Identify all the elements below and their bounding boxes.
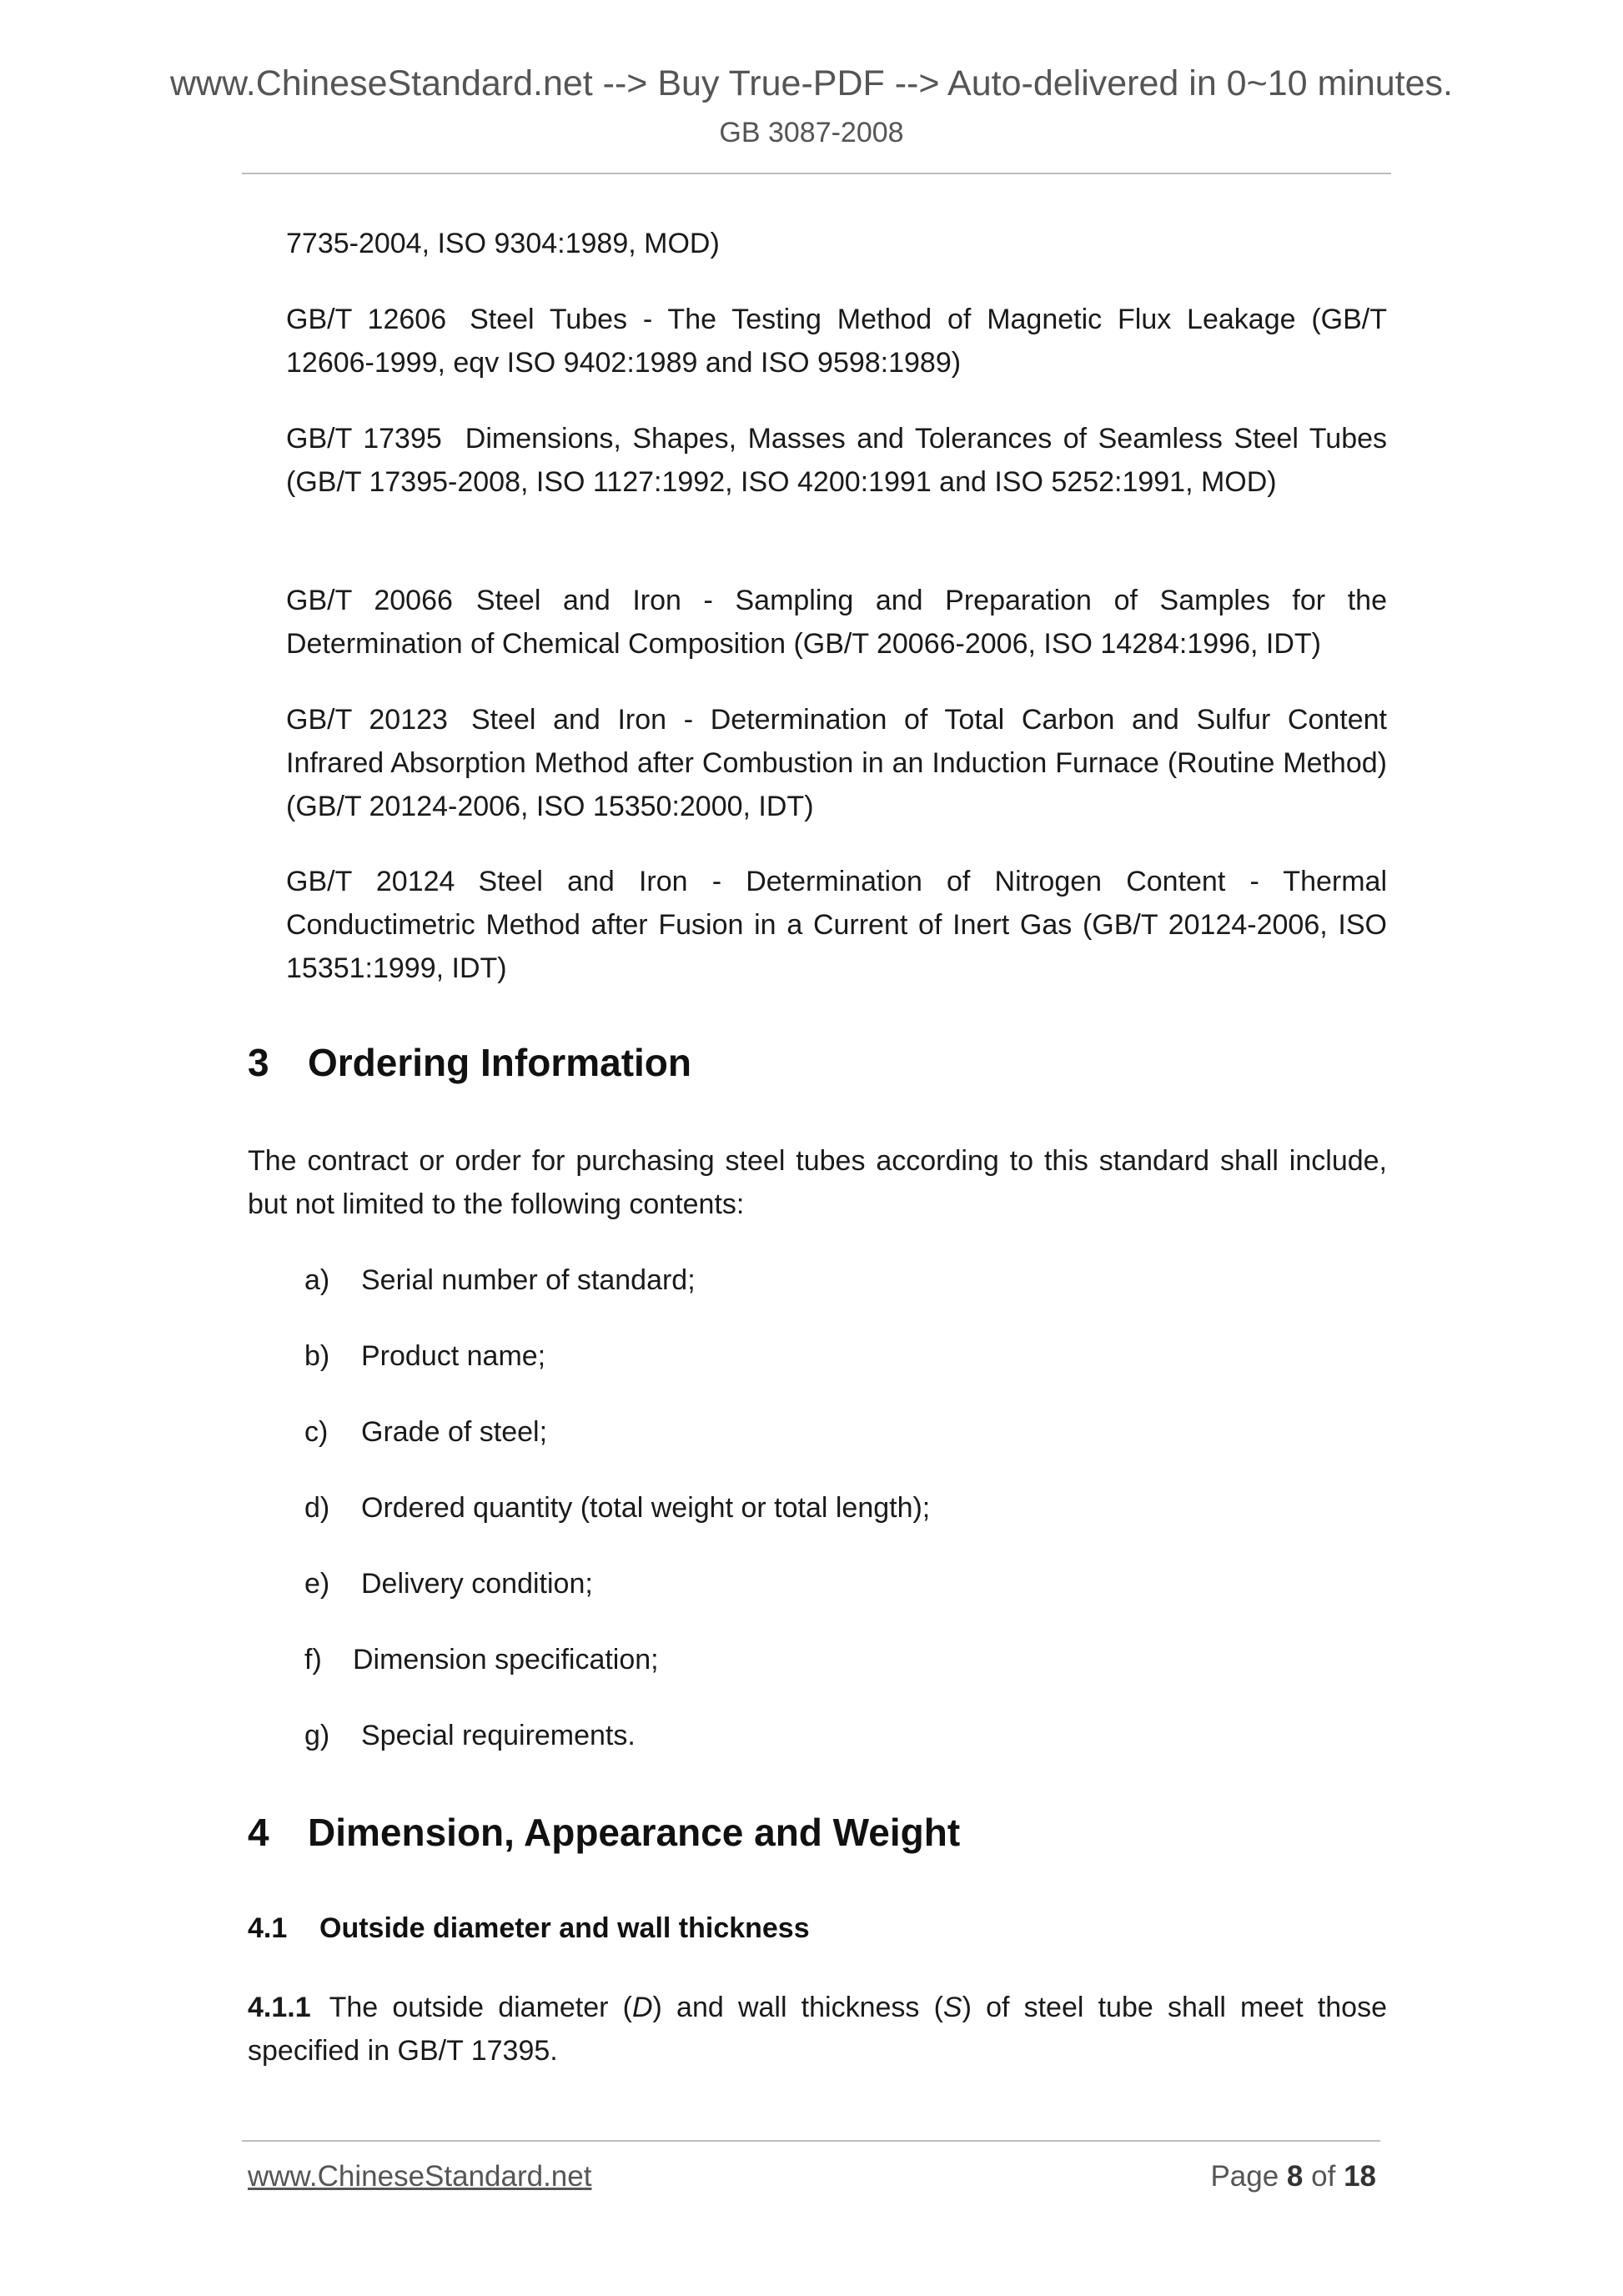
reference-title: Steel and Iron - Determination of Nitrogen Content - Thermal Conductimetric Method after Fusion in a Current of Inert Gas (GB/T 20124-2006, ISO 15351:1999, IDT): [286, 866, 1388, 984]
document-id: GB 3087-2008: [719, 117, 904, 148]
reference-code: GB/T 12606: [286, 304, 447, 335]
page-number: [1210, 2160, 1376, 2193]
page-current: 8: [1286, 2160, 1304, 2193]
reference-title: Steel Tubes - The Testing Method of Magnetic Flux Leakage (GB/T 12606-1999, eqv ISO 9402:1989 and ISO 9598:1989): [286, 304, 1387, 379]
clause-text: The outside diameter (: [329, 1992, 632, 2023]
list-marker: c): [304, 1416, 329, 1448]
page-label: Page: [1210, 2160, 1279, 2193]
subsection-4-1-heading: [248, 1912, 810, 1945]
section-number: 3: [248, 1041, 269, 1084]
list-item: [304, 1714, 636, 1757]
reference-code: GB/T 20066: [286, 585, 453, 616]
reference-item: [286, 860, 1387, 990]
subsection-number: 4.1: [248, 1912, 288, 1944]
reference-item: [286, 298, 1387, 384]
reference-title: Dimensions, Shapes, Masses and Tolerances of Seamless Steel Tubes (GB/T 17395-2008, ISO 1127:1992, ISO 4200:1991 and ISO 5252:1991, MOD): [286, 423, 1388, 498]
list-marker: e): [304, 1568, 330, 1600]
list-item: [304, 1638, 659, 1681]
section-number: 4: [248, 1811, 269, 1854]
section-4-heading: [248, 1810, 960, 1855]
page-total: 18: [1344, 2160, 1376, 2193]
list-text: Special requirements.: [361, 1720, 636, 1751]
list-marker: b): [304, 1340, 330, 1372]
variable-s: S: [942, 1992, 962, 2023]
page-of-label: of: [1311, 2160, 1336, 2193]
reference-item: [286, 417, 1387, 504]
list-text: Delivery condition;: [361, 1568, 593, 1600]
section-title: Ordering Information: [308, 1041, 691, 1084]
list-marker: d): [304, 1492, 330, 1524]
variable-d: D: [631, 1992, 653, 2023]
list-item: [304, 1562, 593, 1605]
section-3-intro: The contract or order for purchasing steel tubes according to this standard shall include, but not limited to the following contents:: [248, 1145, 1387, 1220]
list-marker: g): [304, 1720, 330, 1751]
subsection-title: Outside diameter and wall thickness: [319, 1912, 810, 1944]
clause-number: 4.1.1: [248, 1992, 311, 2023]
reference-title: Steel and Iron - Determination of Total Carbon and Sulfur Content Infrared Absorption Method after Combustion in an Induction Furnace (Routine Method) (GB/T 20124-2006, ISO 15350:2000, IDT): [286, 704, 1388, 822]
list-item: [304, 1259, 696, 1302]
clause-4-1-1: [248, 1986, 1387, 2072]
clause-text: ) of steel tube shall meet those specified in GB/T 17395.: [248, 1992, 1387, 2067]
clause-text: ) and wall thickness (: [652, 1992, 943, 2023]
footer-divider: [242, 2140, 1380, 2142]
section-title: Dimension, Appearance and Weight: [308, 1811, 961, 1854]
list-text: Dimension specification;: [353, 1644, 659, 1676]
list-text: Serial number of standard;: [361, 1264, 696, 1296]
section-3-heading: [248, 1040, 691, 1085]
reference-code: GB/T 20124: [286, 866, 455, 897]
reference-item: [286, 698, 1387, 828]
reference-continuation: 7735-2004, ISO 9304:1989, MOD): [286, 228, 720, 259]
reference-title: Steel and Iron - Sampling and Preparation of Samples for the Determination of Chemical Composition (GB/T 20066-2006, ISO 14284:1996, IDT): [286, 585, 1387, 660]
list-text: Ordered quantity (total weight or total length);: [361, 1492, 931, 1524]
footer-website-link[interactable]: www.ChineseStandard.net: [248, 2160, 592, 2193]
list-item: [304, 1334, 545, 1378]
list-marker: a): [304, 1264, 330, 1296]
list-marker: f): [304, 1644, 322, 1676]
reference-code: GB/T 20123: [286, 704, 448, 736]
reference-item: [286, 579, 1387, 666]
header-divider: [242, 173, 1391, 174]
list-item: [304, 1410, 547, 1454]
list-text: Grade of steel;: [361, 1416, 548, 1448]
header-banner: www.ChineseStandard.net --> Buy True-PDF --> Auto-delivered in 0~10 minutes.: [169, 63, 1453, 103]
list-text: Product name;: [361, 1340, 546, 1372]
reference-code: GB/T 17395: [286, 423, 442, 455]
list-item: [304, 1486, 930, 1530]
